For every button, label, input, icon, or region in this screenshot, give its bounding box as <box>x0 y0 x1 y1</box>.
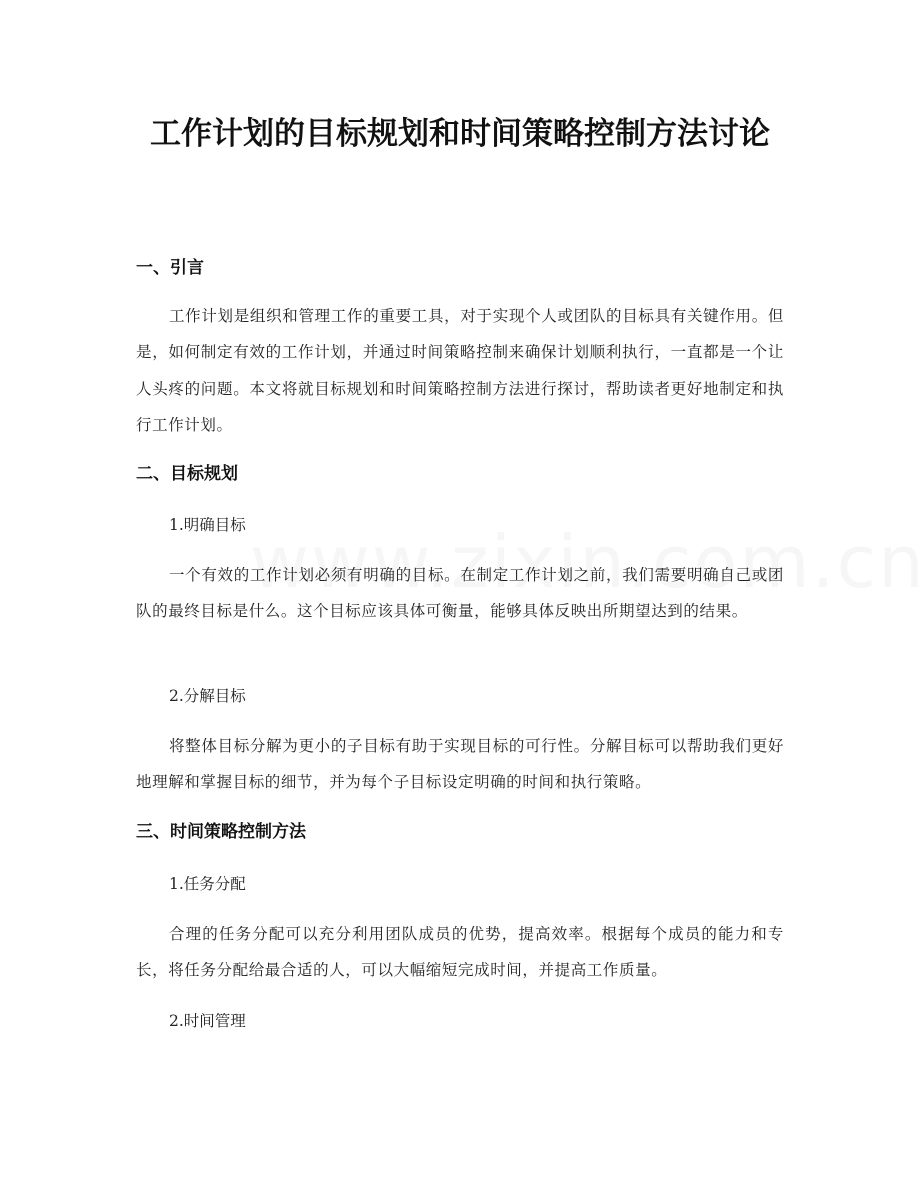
section-heading-goal-planning: 二、目标规划 <box>136 464 238 484</box>
document-title: 工作计划的目标规划和时间策略控制方法讨论 <box>150 116 770 152</box>
subheading-clear-goal: 1.明确目标 <box>169 516 246 534</box>
paragraph-task-allocation: 合理的任务分配可以充分利用团队成员的优势，提高效率。根据每个成员的能力和专长，将任务分配给最合适的人，可以大幅缩短完成时间，并提高工作质量。 <box>136 925 784 980</box>
section-heading-time-strategy: 三、时间策略控制方法 <box>136 822 306 842</box>
intro-paragraph: 工作计划是组织和管理工作的重要工具，对于实现个人或团队的目标具有关键作用。但是，如何制定有效的工作计划，并通过时间策略控制来确保计划顺利执行，一直都是一个让人头疼的问题。本文将就目标规划和时间策略控制方法进行探讨，帮助读者更好地制定和执行工作计划。 <box>136 307 784 434</box>
subheading-decompose-goal: 2.分解目标 <box>169 687 246 705</box>
subheading-time-management: 2.时间管理 <box>169 1012 246 1030</box>
paragraph-decompose-goal: 将整体目标分解为更小的子目标有助于实现目标的可行性。分解目标可以帮助我们更好地理解和掌握目标的细节，并为每个子目标设定明确的时间和执行策略。 <box>136 737 784 792</box>
section-heading-intro: 一、引言 <box>136 258 204 278</box>
paragraph-clear-goal: 一个有效的工作计划必须有明确的目标。在制定工作计划之前，我们需要明确自己或团队的最终目标是什么。这个目标应该具体可衡量，能够具体反映出所期望达到的结果。 <box>136 566 784 621</box>
subheading-task-allocation: 1.任务分配 <box>169 875 246 893</box>
